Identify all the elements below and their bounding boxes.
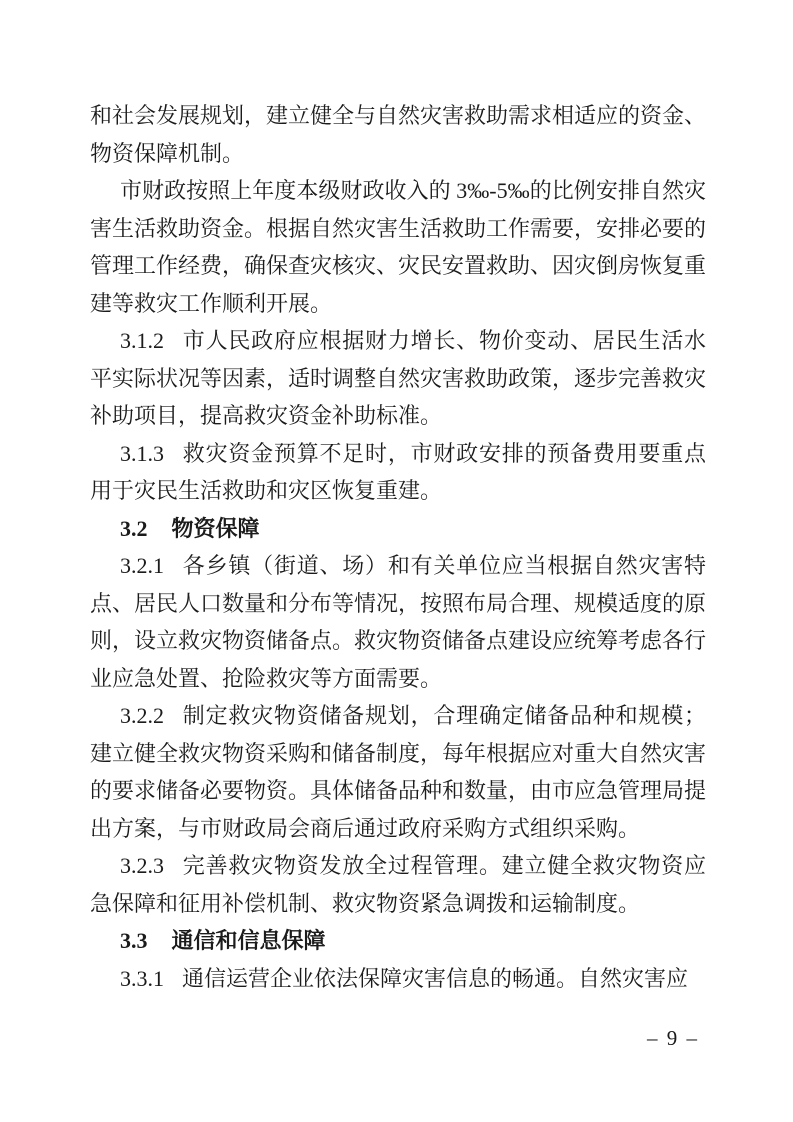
section-number: 3.3.1 <box>120 965 164 991</box>
paragraph-text: 和社会发展规划，建立健全与自然灾害救助需求相适应的资金、物资保障机制。 <box>90 103 707 166</box>
section-heading-3-3 <box>90 922 706 960</box>
paragraph-text: 各乡镇（街道、场）和有关单位应当根据自然灾害特点、居民人口数量和分布等情况，按照布局合理、规模适度的原则，设立救灾物资储备点。救灾物资储备点建设应统筹考虑各行业应急处置、抢险救灾等方面需要。 <box>90 553 707 691</box>
paragraph-3-1-2 <box>90 322 706 435</box>
paragraph-text: 制定救灾物资储备规划，合理确定储备品种和规模；建立健全救灾物资采购和储备制度，每年根据应对重大自然灾害的要求储备必要物资。具体储备品种和数量，由市应急管理局提出方案，与市财政局会商后通过政府采购方式组织采购。 <box>90 703 707 841</box>
section-number: 3.2.1 <box>120 553 164 578</box>
paragraph-text: 救灾资金预算不足时，市财政安排的预备费用要重点用于灾民生活救助和灾区恢复重建。 <box>90 440 706 503</box>
paragraph-text: 市人民政府应根据财力增长、物价变动、居民生活水平实际状况等因素，适时调整自然灾害救助政策，逐步完善救灾补助项目，提高救灾资金补助标准。 <box>90 328 707 428</box>
page-number: – 9 – <box>647 1026 699 1050</box>
section-heading-3-2 <box>90 510 706 548</box>
paragraph-3-2-3 <box>90 847 706 922</box>
section-number: 3.1.3 <box>120 440 164 466</box>
section-title: 物资保障 <box>171 515 260 541</box>
paragraph-continuation <box>90 97 706 172</box>
paragraph-3-2-2 <box>90 697 706 847</box>
section-number: 3.2 <box>120 515 148 541</box>
paragraph-text: 完善救灾物资发放全过程管理。建立健全救灾物资应急保障和征用补偿机制、救灾物资紧急调拨和运输制度。 <box>90 853 706 916</box>
section-number: 3.3 <box>120 928 148 953</box>
paragraph-3-2-1 <box>90 547 706 697</box>
paragraph-text: 通信运营企业依法保障灾害信息的畅通。自然灾害应 <box>182 965 689 991</box>
section-number: 3.2.3 <box>120 853 164 878</box>
section-number: 3.1.2 <box>120 328 164 353</box>
paragraph-3-3-1 <box>90 960 706 998</box>
paragraph-text: 市财政按照上年度本级财政收入的 3‰-5‰的比例安排自然灾害生活救助资金。根据自然灾害生活救助工作需要，安排必要的管理工作经费，确保查灾核灾、灾民安置救助、因灾倒房恢复重建等救灾工作顺利开展。 <box>90 178 707 316</box>
paragraph-3-1-3 <box>90 435 706 510</box>
section-number: 3.2.2 <box>120 703 164 728</box>
document-body <box>90 97 706 997</box>
paragraph-finance-arrangement <box>90 172 706 322</box>
section-title: 通信和信息保障 <box>171 928 326 953</box>
